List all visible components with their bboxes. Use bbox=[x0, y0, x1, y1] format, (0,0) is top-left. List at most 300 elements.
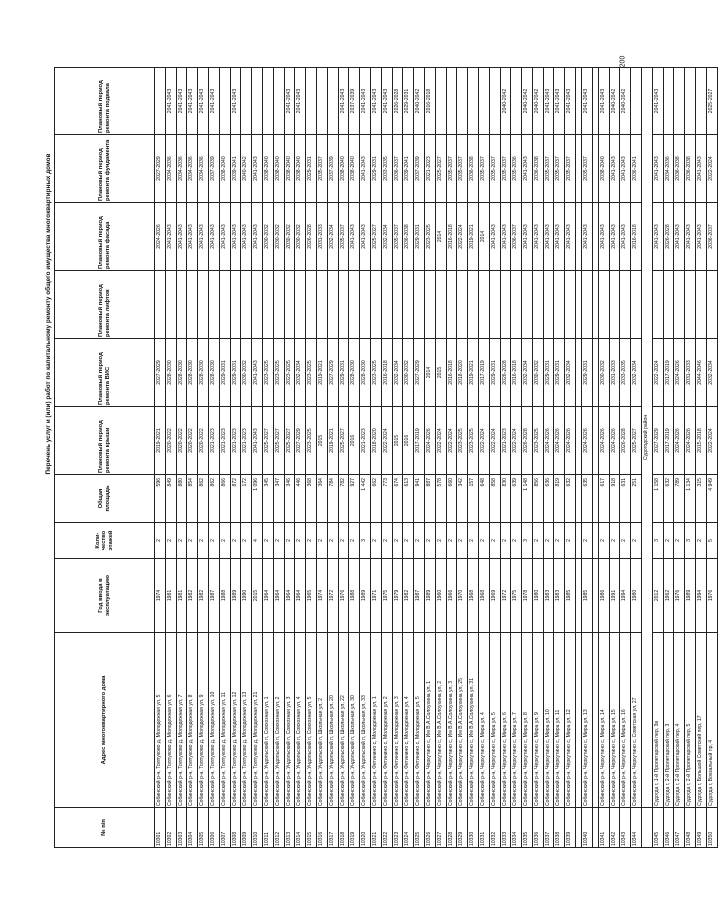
cell-foundation: 2037-2039 bbox=[208, 135, 219, 203]
cell-lift bbox=[414, 271, 425, 339]
cell-roof: 2018-2020 bbox=[370, 407, 381, 475]
housing-repair-table bbox=[54, 67, 718, 848]
cell-foundation: 2036-2038 bbox=[532, 135, 543, 203]
cell-year: 1983 bbox=[554, 559, 565, 633]
cell-area: 856 bbox=[532, 475, 543, 523]
cell-floors: 2 bbox=[241, 523, 252, 559]
cell-vis: 2014 bbox=[424, 339, 435, 407]
cell-lift bbox=[370, 271, 381, 339]
table-row bbox=[565, 68, 576, 848]
cell-basement: 2041-2043 bbox=[338, 68, 349, 135]
cell-year: 1994 bbox=[696, 559, 707, 633]
cell-roof: 2024-2026 bbox=[598, 407, 609, 475]
cell-foundation: 2039-2041 bbox=[230, 135, 241, 203]
cell-floors: 2 bbox=[230, 523, 241, 559]
cell-roof: 2024-2026 bbox=[685, 407, 696, 475]
cell-lift bbox=[273, 271, 284, 339]
table-row bbox=[489, 68, 500, 848]
cell-year: 1982 bbox=[187, 559, 198, 633]
table-row bbox=[620, 68, 631, 848]
cell-facade: 2041-2043 bbox=[176, 203, 187, 271]
cell-lift bbox=[349, 271, 360, 339]
cell-num: 10350 bbox=[706, 808, 717, 848]
cell-num: 10313 bbox=[284, 808, 295, 848]
cell-num: 10332 bbox=[489, 808, 500, 848]
cell-floors: 2 bbox=[478, 523, 489, 559]
cell-lift bbox=[478, 271, 489, 339]
table-row bbox=[327, 68, 338, 848]
cell-lift bbox=[565, 271, 576, 339]
cell-basement: 2041-2043 bbox=[598, 68, 609, 135]
cell-foundation: 2029-2031 bbox=[306, 135, 317, 203]
header-foundation: Плановый период ремонта фундамента bbox=[55, 135, 155, 203]
cell-vis: 2044-2046 bbox=[696, 339, 707, 407]
cell-floors: 2 bbox=[349, 523, 360, 559]
cell-area: 342 bbox=[457, 475, 468, 523]
table-row bbox=[435, 68, 446, 848]
cell-roof: 2023-2025 bbox=[532, 407, 543, 475]
cell-num: 10342 bbox=[609, 808, 620, 848]
cell-address: Собинский р-н, Толпуково д, Молодежная ул, 13 bbox=[241, 633, 252, 808]
cell-area: 251 bbox=[631, 475, 642, 523]
district-row bbox=[642, 68, 653, 848]
table-row bbox=[349, 68, 360, 848]
cell-facade: 2041-2043 bbox=[598, 203, 609, 271]
cell-area: 1 158 bbox=[652, 475, 663, 523]
cell-lift bbox=[696, 271, 707, 339]
cell-facade: 2041-2043 bbox=[554, 203, 565, 271]
cell-foundation: 2034-2036 bbox=[187, 135, 198, 203]
cell-floors: 2 bbox=[500, 523, 511, 559]
cell-year: 1975 bbox=[511, 559, 522, 633]
cell-floors: 2 bbox=[674, 523, 685, 559]
cell-year: 1974 bbox=[155, 559, 166, 633]
cell-area: 830 bbox=[500, 475, 511, 523]
cell-roof: 2022-2024 bbox=[446, 407, 457, 475]
cell-year: 1987 bbox=[208, 559, 219, 633]
cell-facade: 2041-2043 bbox=[582, 203, 593, 271]
table-row bbox=[554, 68, 565, 848]
cell-facade: 2016-2018 bbox=[446, 203, 457, 271]
cell-floors: 2 bbox=[262, 523, 273, 559]
cell-facade: 2041-2043 bbox=[208, 203, 219, 271]
cell-foundation: 2041-2043 bbox=[652, 135, 663, 203]
cell-year: 1964 bbox=[273, 559, 284, 633]
cell-basement bbox=[663, 68, 674, 135]
cell-floors: 2 bbox=[414, 523, 425, 559]
cell-vis: 2028-2030 bbox=[349, 339, 360, 407]
cell-address: Собинский р-н, Толпуково д, Молодежная ул, 21 bbox=[252, 633, 263, 808]
cell-floors: 3 bbox=[652, 523, 663, 559]
cell-vis: 2029-2031 bbox=[582, 339, 593, 407]
cell-year: 1968 bbox=[478, 559, 489, 633]
cell-address: Собинский р-н, Толпуково д, Молодежная ул, 5 bbox=[155, 633, 166, 808]
cell-lift bbox=[316, 271, 327, 339]
cell-floors: 2 bbox=[435, 523, 446, 559]
cell-roof: 2016 bbox=[349, 407, 360, 475]
cell-vis: 2029-2031 bbox=[543, 339, 554, 407]
cell-year: 1978 bbox=[522, 559, 533, 633]
cell-year: 1969 bbox=[489, 559, 500, 633]
table-row bbox=[370, 68, 381, 848]
cell-address: Собинский р-н, Черкутино с, Мира ул, 8 bbox=[522, 633, 533, 808]
cell-floors: 2 bbox=[554, 523, 565, 559]
cell-roof: 2017-2019 bbox=[414, 407, 425, 475]
cell-basement: 2026-2028 bbox=[392, 68, 403, 135]
cell-floors: 2 bbox=[631, 523, 642, 559]
cell-foundation: 2029-2031 bbox=[370, 135, 381, 203]
cell-num: 10341 bbox=[598, 808, 609, 848]
cell-roof: 2027-2029 bbox=[652, 407, 663, 475]
cell-lift bbox=[500, 271, 511, 339]
cell-area: 858 bbox=[489, 475, 500, 523]
cell-floors: 2 bbox=[295, 523, 306, 559]
cell-floors: 2 bbox=[187, 523, 198, 559]
cell-roof: 2020-2022 bbox=[165, 407, 176, 475]
cell-year: 1976 bbox=[674, 559, 685, 633]
cell-lift bbox=[620, 271, 631, 339]
cell-facade: 2022-2024 bbox=[457, 203, 468, 271]
table-row bbox=[424, 68, 435, 848]
cell-basement bbox=[435, 68, 446, 135]
cell-address: Собинский р-н, Черкутино с, Им В.А.Солоухина ул, 3 bbox=[446, 633, 457, 808]
cell-address: Собинский р-н, Толпуково д, Молодежная ул, 10 bbox=[208, 633, 219, 808]
header-year: Год ввода в эксплуатацию bbox=[55, 559, 155, 633]
cell-roof: 2015 bbox=[392, 407, 403, 475]
cell-basement bbox=[468, 68, 479, 135]
cell-address: Собинский р-н, Ундольский п, Школьная ул, 22 bbox=[338, 633, 349, 808]
cell-vis: 2029-2031 bbox=[219, 339, 230, 407]
table-row bbox=[414, 68, 425, 848]
cell-num: 10307 bbox=[219, 808, 230, 848]
cell-vis: 2032-2034 bbox=[706, 339, 717, 407]
cell-lift bbox=[187, 271, 198, 339]
cell-facade: 2030-2032 bbox=[295, 203, 306, 271]
cell-num: 10310 bbox=[252, 808, 263, 848]
cell-floors: 2 bbox=[468, 523, 479, 559]
cell-roof: 2021-2023 bbox=[500, 407, 511, 475]
cell-vis: 2019-2021 bbox=[468, 339, 479, 407]
cell-address: Собинский р-н, Черкутино с, Им В.А.Солоухина ул, 31 bbox=[468, 633, 479, 808]
cell-roof: 2019-2021 bbox=[155, 407, 166, 475]
cell-lift bbox=[435, 271, 446, 339]
cell-facade: 2023-2025 bbox=[424, 203, 435, 271]
cell-address: Собинский р-н, Черкутино с, Советская ул, 27 bbox=[631, 633, 642, 808]
cell-vis: 2024-2026 bbox=[674, 339, 685, 407]
cell-num: 10323 bbox=[392, 808, 403, 848]
cell-roof: 2023-2025 bbox=[468, 407, 479, 475]
cell-address: Собинский р-н, Черкутино с, Мира ул, 11 bbox=[554, 633, 565, 808]
cell-facade: 2035-2037 bbox=[338, 203, 349, 271]
cell-year: 1965 bbox=[306, 559, 317, 633]
cell-year: 1972 bbox=[500, 559, 511, 633]
cell-address: Собинский р-н, Черкутино с, Мира ул, 10 bbox=[543, 633, 554, 808]
cell-address: Собинский р-н, Толпуково д, Молодежная ул, 6 bbox=[165, 633, 176, 808]
cell-area: 617 bbox=[598, 475, 609, 523]
cell-address: Собинский р-н, Черкутино с, Им В.А.Солоухина ул, 2 bbox=[435, 633, 446, 808]
cell-lift bbox=[609, 271, 620, 339]
cell-area: 866 bbox=[219, 475, 230, 523]
cell-area: 345 bbox=[262, 475, 273, 523]
cell-address: Собинский р-н, Ундольский п, Совхозная ул, 4 bbox=[295, 633, 306, 808]
cell-address: Судогда г, 2-й Пролетарский пер, 3 bbox=[663, 633, 674, 808]
cell-foundation: 2035-2037 bbox=[582, 135, 593, 203]
cell-lift bbox=[252, 271, 263, 339]
cell-area: 635 bbox=[582, 475, 593, 523]
cell-vis: 2032-2034 bbox=[565, 339, 576, 407]
cell-facade: 2041-2043 bbox=[522, 203, 533, 271]
cell-year: 1979 bbox=[392, 559, 403, 633]
cell-year: 1985 bbox=[565, 559, 576, 633]
cell-basement: 2040-2042 bbox=[532, 68, 543, 135]
cell-roof: 2025-2027 bbox=[631, 407, 642, 475]
cell-foundation: 2041-2043 bbox=[620, 135, 631, 203]
cell-year: 1989 bbox=[424, 559, 435, 633]
cell-num: 10335 bbox=[522, 808, 533, 848]
cell-floors: 2 bbox=[219, 523, 230, 559]
cell-area: 862 bbox=[208, 475, 219, 523]
cell-floors: 4 bbox=[252, 523, 263, 559]
cell-foundation: 2038-2040 bbox=[295, 135, 306, 203]
cell-num: 10318 bbox=[338, 808, 349, 848]
cell-num: 10305 bbox=[198, 808, 209, 848]
cell-area: 1 096 bbox=[252, 475, 263, 523]
cell-address: Собинский р-н, Толпуково д, Молодежная ул, 8 bbox=[187, 633, 198, 808]
cell-year: 1962 bbox=[663, 559, 674, 633]
cell-floors: 5 bbox=[706, 523, 717, 559]
cell-num: 10339 bbox=[565, 808, 576, 848]
cell-num: 10301 bbox=[155, 808, 166, 848]
cell-basement bbox=[273, 68, 284, 135]
cell-basement bbox=[457, 68, 468, 135]
cell-num: 10320 bbox=[360, 808, 371, 848]
cell-area: 648 bbox=[478, 475, 489, 523]
cell-vis: 2028-2030 bbox=[198, 339, 209, 407]
cell-foundation: 2035-2037 bbox=[554, 135, 565, 203]
header-address: Адрес многоквартирного дома bbox=[55, 633, 155, 808]
cell-num: 10328 bbox=[446, 808, 457, 848]
table-row bbox=[652, 68, 663, 848]
cell-floors: 2 bbox=[598, 523, 609, 559]
cell-basement: 2041-2043 bbox=[360, 68, 371, 135]
cell-floors: 2 bbox=[370, 523, 381, 559]
cell-lift bbox=[532, 271, 543, 339]
table-row bbox=[381, 68, 392, 848]
cell-area: 887 bbox=[424, 475, 435, 523]
cell-area: 315 bbox=[696, 475, 707, 523]
cell-year: 1994 bbox=[620, 559, 631, 633]
cell-vis: 2041-2043 bbox=[252, 339, 263, 407]
cell-roof: 2023-2025 bbox=[306, 407, 317, 475]
cell-floors: 3 bbox=[685, 523, 696, 559]
cell-foundation: 2038-2040 bbox=[262, 135, 273, 203]
cell-facade: 2041-2043 bbox=[230, 203, 241, 271]
cell-basement bbox=[252, 68, 263, 135]
cell-vis: 2023-2025 bbox=[262, 339, 273, 407]
cell-num: 10329 bbox=[457, 808, 468, 848]
table-row bbox=[522, 68, 533, 848]
cell-roof: 2022-2024 bbox=[511, 407, 522, 475]
cell-area: 632 bbox=[565, 475, 576, 523]
cell-basement: 2041-2043 bbox=[284, 68, 295, 135]
cell-roof: 2025-2027 bbox=[284, 407, 295, 475]
cell-year: 1970 bbox=[457, 559, 468, 633]
table-row bbox=[609, 68, 620, 848]
table-row bbox=[262, 68, 273, 848]
cell-area: 446 bbox=[295, 475, 306, 523]
cell-roof: 2020-2022 bbox=[198, 407, 209, 475]
cell-roof: 2021-2023 bbox=[360, 407, 371, 475]
cell-address: Собинский р-н, Черкутино с, Мира ул, 4 bbox=[478, 633, 489, 808]
cell-foundation: 2036-2038 bbox=[468, 135, 479, 203]
cell-facade: 2030-2032 bbox=[284, 203, 295, 271]
table-row bbox=[685, 68, 696, 848]
cell-roof: 2024-2026 bbox=[424, 407, 435, 475]
cell-area: 918 bbox=[609, 475, 620, 523]
cell-foundation: 2022-2024 bbox=[706, 135, 717, 203]
cell-basement bbox=[685, 68, 696, 135]
cell-year: 1972 bbox=[327, 559, 338, 633]
cell-area: 172 bbox=[241, 475, 252, 523]
cell-basement: 2040-2042 bbox=[414, 68, 425, 135]
cell-area: 872 bbox=[230, 475, 241, 523]
cell-facade: 2041-2043 bbox=[609, 203, 620, 271]
cell-year: 1975 bbox=[381, 559, 392, 633]
cell-floors: 2 bbox=[620, 523, 631, 559]
cell-year: 1986 bbox=[598, 559, 609, 633]
cell-address: Собинский р-н, Ундольский п, Совхозная ул, 5 bbox=[306, 633, 317, 808]
cell-facade: 2041-2043 bbox=[685, 203, 696, 271]
cell-basement: 2041-2043 bbox=[370, 68, 381, 135]
cell-num: 10302 bbox=[165, 808, 176, 848]
cell-facade: 2026-2028 bbox=[306, 203, 317, 271]
cell-roof: 2024-2026 bbox=[582, 407, 593, 475]
cell-year: 1964 bbox=[295, 559, 306, 633]
cell-facade: 2041-2043 bbox=[696, 203, 707, 271]
cell-basement bbox=[478, 68, 489, 135]
document-title: Перечень услуг и (или) работ по капитальному ремонту общего имущества многоквартирных домов bbox=[45, 153, 52, 475]
cell-roof: 2021-2023 bbox=[208, 407, 219, 475]
cell-foundation: 2038-2040 bbox=[598, 135, 609, 203]
cell-num: 10348 bbox=[685, 808, 696, 848]
cell-address: Собинский р-н, Фетинино с, Молодежная ул, 1 bbox=[370, 633, 381, 808]
cell-facade: 2041-2043 bbox=[500, 203, 511, 271]
cell-num: 10303 bbox=[176, 808, 187, 848]
cell-foundation: 2036-2041 bbox=[631, 135, 642, 203]
cell-address: Собинский р-н, Черкутино с, Мира ул, 12 bbox=[565, 633, 576, 808]
cell-facade: 2041-2043 bbox=[165, 203, 176, 271]
cell-foundation: 2036-2037 bbox=[392, 135, 403, 203]
cell-roof: 2024-2026 bbox=[565, 407, 576, 475]
table-row bbox=[582, 68, 593, 848]
cell-lift bbox=[392, 271, 403, 339]
cell-floors: 2 bbox=[424, 523, 435, 559]
cell-floors: 2 bbox=[511, 523, 522, 559]
cell-address: Собинский р-н, Черкутино с, Им В.А.Солоухина ул, 1 bbox=[424, 633, 435, 808]
cell-foundation: 2038-2040 bbox=[338, 135, 349, 203]
cell-facade: 2041-2043 bbox=[652, 203, 663, 271]
cell-foundation: 2034-2036 bbox=[165, 135, 176, 203]
cell-facade: 2032-2034 bbox=[327, 203, 338, 271]
cell-foundation: 2040-2042 bbox=[241, 135, 252, 203]
cell-vis: 2028-2030 bbox=[208, 339, 219, 407]
cell-year: 1964 bbox=[262, 559, 273, 633]
cell-num: 10340 bbox=[582, 808, 593, 848]
cell-vis: 2023-2025 bbox=[306, 339, 317, 407]
table-row bbox=[392, 68, 403, 848]
cell-vis: 2016-2018 bbox=[511, 339, 522, 407]
cell-vis: 2022-2024 bbox=[652, 339, 663, 407]
cell-address: Собинский р-н, Фетинино с, Молодежная ул, 4 bbox=[403, 633, 414, 808]
cell-vis: 2016-2018 bbox=[381, 339, 392, 407]
cell-area: 4 949 bbox=[706, 475, 717, 523]
cell-num: 10333 bbox=[500, 808, 511, 848]
cell-vis: 2023-2025 bbox=[370, 339, 381, 407]
table-row bbox=[478, 68, 489, 848]
table-header-row bbox=[55, 68, 155, 848]
cell-vis: 2016-2018 bbox=[446, 339, 457, 407]
cell-area: 1 148 bbox=[522, 475, 533, 523]
cell-roof: 2020-2022 bbox=[187, 407, 198, 475]
cell-lift bbox=[685, 271, 696, 339]
cell-roof: 2022-2024 bbox=[435, 407, 446, 475]
cell-basement bbox=[631, 68, 642, 135]
cell-basement: 2041-2043 bbox=[582, 68, 593, 135]
cell-foundation: 2038-2040 bbox=[273, 135, 284, 203]
cell-basement: 2041-2043 bbox=[187, 68, 198, 135]
table-row bbox=[165, 68, 176, 848]
cell-address: Собинский р-н, Черкутино с, Мира ул, 14 bbox=[598, 633, 609, 808]
cell-address: Собинский р-н, Черкутино с, Мира ул, 6 bbox=[500, 633, 511, 808]
cell-roof: 2025-2027 bbox=[338, 407, 349, 475]
cell-area: 784 bbox=[327, 475, 338, 523]
district-empty-cell bbox=[642, 808, 653, 848]
cell-year: 1982 bbox=[198, 559, 209, 633]
cell-address: Судогда г, Вокзальный пр, 4 bbox=[706, 633, 717, 808]
cell-lift bbox=[489, 271, 500, 339]
cell-area: 773 bbox=[381, 475, 392, 523]
cell-foundation: 2025-2027 bbox=[435, 135, 446, 203]
header-facade: Плановый период ремонта фасада bbox=[55, 203, 155, 271]
cell-area: 346 bbox=[284, 475, 295, 523]
cell-vis: 2029-2031 bbox=[554, 339, 565, 407]
cell-area: 927 bbox=[349, 475, 360, 523]
cell-basement: 2037-2039 bbox=[349, 68, 360, 135]
table-row bbox=[295, 68, 306, 848]
cell-lift bbox=[598, 271, 609, 339]
cell-floors: 2 bbox=[392, 523, 403, 559]
cell-lift bbox=[155, 271, 166, 339]
cell-foundation: 2041-2043 bbox=[609, 135, 620, 203]
cell-facade: 2041-2043 bbox=[360, 203, 371, 271]
cell-foundation: 2035-2037 bbox=[316, 135, 327, 203]
cell-address: Собинский р-н, Ундольский п, Школьная ул, 2 bbox=[316, 633, 327, 808]
cell-year: 1981 bbox=[165, 559, 176, 633]
cell-year: 1976 bbox=[706, 559, 717, 633]
cell-foundation: 2037-2039 bbox=[414, 135, 425, 203]
table-row bbox=[663, 68, 674, 848]
cell-basement: 2041-2043 bbox=[565, 68, 576, 135]
cell-basement: 2041-2043 bbox=[176, 68, 187, 135]
cell-foundation: 2035-2037 bbox=[565, 135, 576, 203]
cell-num: 10309 bbox=[241, 808, 252, 848]
cell-lift bbox=[582, 271, 593, 339]
cell-floors: 2 bbox=[403, 523, 414, 559]
cell-foundation: 2041-2043 bbox=[252, 135, 263, 203]
cell-address: Собинский р-н, Ундольский п, Совхозная ул, 3 bbox=[284, 633, 295, 808]
cell-num: 10326 bbox=[424, 808, 435, 848]
cell-facade: 2041-2043 bbox=[349, 203, 360, 271]
